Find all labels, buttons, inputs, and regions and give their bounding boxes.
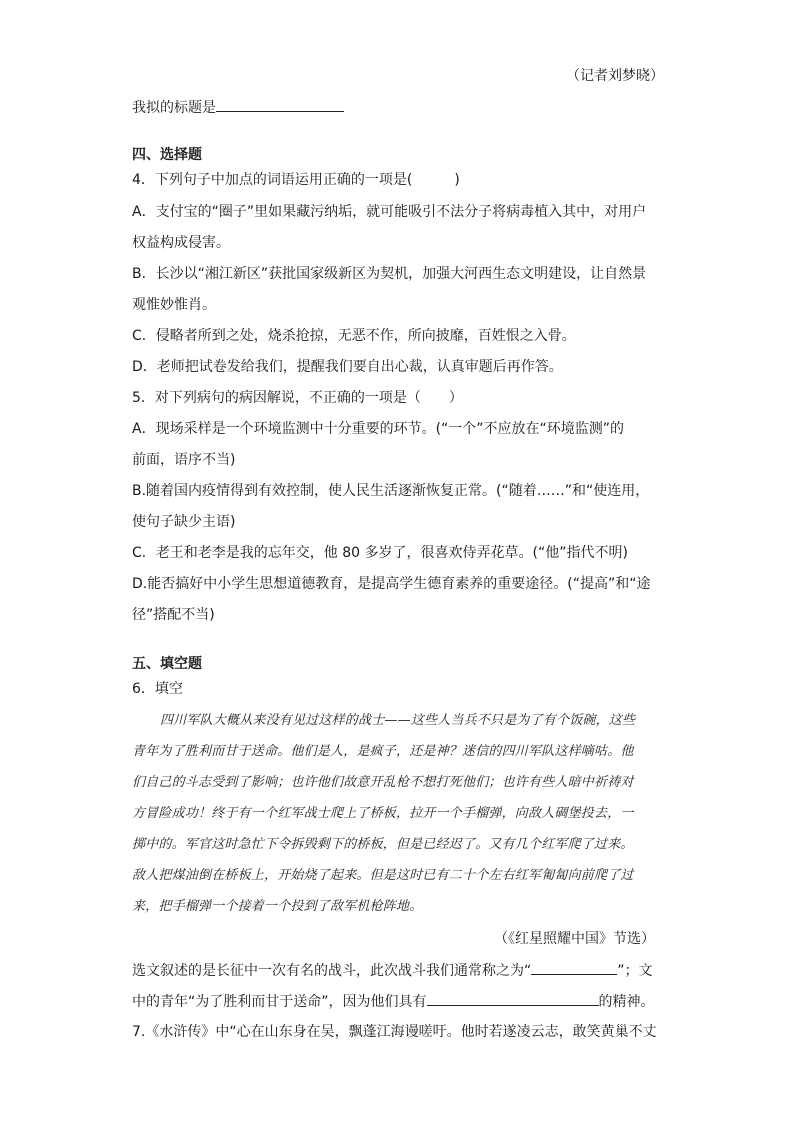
q6-fill-line1 [132, 960, 653, 981]
excerpt-line: 四川军队大概从来没有见过这样的战士——这些人当兵不只是为了有个饭碗，这些 [160, 713, 636, 728]
title-prompt [132, 97, 344, 118]
excerpt-line: 掷中的。军官这时急忙下令拆毁剩下的桥板，但是已经迟了。又有几个红军爬了过来。 [132, 837, 634, 852]
title-prompt-label: 我拟的标题是 [132, 100, 216, 116]
q4-option-a-line2: 权益构成侵害。 [132, 235, 230, 251]
q4-option-d[interactable]: D．老师把试卷发给我们，提醒我们要自出心裁，认真审题后再作答。 [132, 359, 563, 375]
q6-label: 6．填空 [132, 681, 183, 697]
excerpt-line: 青年为了胜利而甘于送命。他们是人，是疯子，还是神？迷信的四川军队这样嘀咕。他 [132, 744, 634, 759]
q5-option-c[interactable]: C．老王和老李是我的忘年交，他 80 多岁了，很喜欢侍弄花草。(“他”指代不明) [132, 545, 628, 561]
fill1-post: ”；文 [617, 963, 653, 979]
section-4-heading: 四、选择题 [132, 147, 202, 163]
q4-option-a-line1[interactable]: A．支付宝的“圈子”里如果藏污纳垢，就可能吸引不法分子将病毒植入其中，对用户 [132, 204, 647, 220]
fill2-pre: 中的青年“为了胜利而甘于送命”，因为他们具有 [132, 994, 427, 1010]
excerpt-source: （《红星照耀中国》节选） [494, 931, 655, 947]
excerpt-line: 方冒险成功！终于有一个红军战士爬上了桥板，拉开一个手榴弹，向敌人碉堡投去，一 [132, 806, 634, 821]
q5-stem: 5．对下列病句的病因解说，不正确的一项是（ ） [132, 390, 463, 406]
q5-option-a-line1[interactable]: A．现场采样是一个环境监测中十分重要的环节。(“一个”不应放在“环境监测”的 [132, 421, 625, 437]
q5-option-d-line1[interactable]: D.能否搞好中小学生思想道德教育，是提高学生德育素养的重要途径。(“提高”和“途 [132, 576, 651, 592]
title-blank[interactable] [216, 97, 344, 112]
q5-option-b-line1[interactable]: B.随着国内疫情得到有效控制，使人民生活逐渐恢复正常。(“随着……”和“使连用， [132, 483, 650, 499]
q5-option-a-line2: 前面，语序不当) [132, 452, 236, 468]
q4-option-b-line1[interactable]: B．长沙以“湘江新区”获批国家级新区为契机，加强大河西生态文明建设，让自然景 [132, 266, 647, 282]
reporter-credit: （记者刘梦晓） [566, 68, 664, 84]
excerpt-line: 敌人把煤油倒在桥板上，开始烧了起来。但是这时已有二十个左右红军匍匐向前爬了过 [132, 868, 634, 883]
q5-option-d-line2: 径”搭配不当) [132, 607, 215, 623]
excerpt-line: 来，把手榴弹一个接着一个投到了敌军机枪阵地。 [132, 899, 423, 914]
fill-blank-2[interactable] [427, 991, 599, 1006]
fill2-post: 的精神。 [598, 994, 655, 1010]
q7-line: 7.《水浒传》中“心在山东身在吴，飘蓬江海谩嗟吁。他时若遂凌云志，敢笑黄巢不丈 [132, 1024, 657, 1040]
section-5-heading: 五、填空题 [132, 656, 202, 672]
excerpt-line: 们自己的斗志受到了影响；也许他们故意开乱枪不想打死他们；也许有些人暗中祈祷对 [132, 775, 634, 790]
q4-option-b-line2: 观惟妙惟肖。 [132, 297, 216, 313]
q4-option-c[interactable]: C．侵略者所到之处，烧杀抢掠，无恶不作，所向披靡，百姓恨之入骨。 [132, 328, 576, 344]
q6-fill-line2 [132, 991, 655, 1012]
fill1-pre: 选文叙述的是长征中一次有名的战斗，此次战斗我们通常称之为“ [132, 963, 532, 979]
q4-stem: 4．下列句子中加点的词语运用正确的一项是( ) [132, 172, 460, 188]
fill-blank-1[interactable] [531, 960, 617, 975]
q5-option-b-line2: 使句子缺少主语) [132, 514, 236, 530]
